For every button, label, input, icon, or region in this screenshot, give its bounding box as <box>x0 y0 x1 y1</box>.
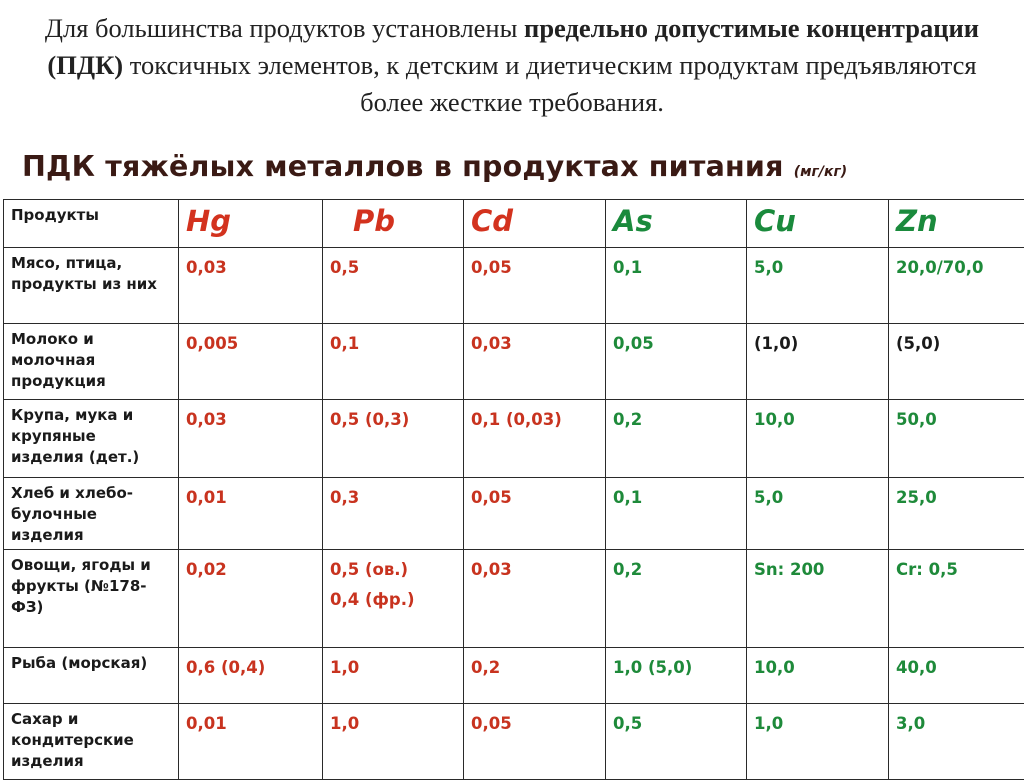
value-cell-zn <box>889 324 1024 400</box>
value-text: (1,0) <box>754 329 882 359</box>
table-row <box>4 648 1024 704</box>
value-text: 0,03 <box>471 329 599 359</box>
value-text: 0,1 <box>613 253 740 283</box>
value-text: 10,0 <box>754 405 882 435</box>
value-text: 5,0 <box>754 483 882 513</box>
product-name: Рыба (морская) <box>4 648 179 704</box>
value-cell-cd <box>464 478 606 550</box>
header-element-cd: Cd <box>464 200 606 248</box>
value-text: 25,0 <box>896 483 1018 513</box>
value-text: 0,01 <box>186 709 316 739</box>
pdk-table <box>3 199 1024 780</box>
table-row <box>4 324 1024 400</box>
table-body <box>4 248 1024 780</box>
value-text: 1,0 <box>330 709 457 739</box>
value-text: 0,05 <box>471 709 599 739</box>
value-cell-pb <box>323 550 464 648</box>
value-text: 0,6 (0,4) <box>186 653 316 683</box>
value-text: Sn: 200 <box>754 555 882 585</box>
value-text: 0,2 <box>471 653 599 683</box>
value-text: 1,0 <box>754 709 882 739</box>
value-cell-cd <box>464 648 606 704</box>
value-text: 0,03 <box>471 555 599 585</box>
value-cell-pb <box>323 400 464 478</box>
table-row <box>4 248 1024 324</box>
value-cell-zn <box>889 704 1024 780</box>
value-text: 1,0 <box>330 653 457 683</box>
value-cell-cd <box>464 704 606 780</box>
header-element-hg: Hg <box>179 200 323 248</box>
value-text: 40,0 <box>896 653 1018 683</box>
table-row <box>4 478 1024 550</box>
value-cell-cd <box>464 400 606 478</box>
value-cell-pb <box>323 478 464 550</box>
value-cell-as <box>606 648 747 704</box>
value-text: 0,005 <box>186 329 316 359</box>
value-cell-hg <box>179 400 323 478</box>
product-name: Молоко и молочная продукция <box>4 324 179 400</box>
value-cell-pb <box>323 324 464 400</box>
product-name: Хлеб и хлебо-булочные изделия <box>4 478 179 550</box>
header-element-zn: Zn <box>889 200 1024 248</box>
value-text: Cr: 0,5 <box>896 555 1018 585</box>
value-text: 20,0/70,0 <box>896 253 1018 283</box>
value-text: 0,5 <box>613 709 740 739</box>
value-text: 0,05 <box>471 483 599 513</box>
value-text: 0,1 (0,03) <box>471 405 599 435</box>
value-text: 0,3 <box>330 483 457 513</box>
value-text: 5,0 <box>754 253 882 283</box>
intro-part1: Для большинства продуктов установлены <box>45 13 524 43</box>
value-text: 10,0 <box>754 653 882 683</box>
table-row <box>4 400 1024 478</box>
value-cell-hg <box>179 550 323 648</box>
value-text: 0,05 <box>471 253 599 283</box>
value-cell-zn <box>889 550 1024 648</box>
value-cell-as <box>606 704 747 780</box>
heading-title: ПДК тяжёлых металлов в продуктах питания <box>22 150 784 183</box>
value-text: 0,01 <box>186 483 316 513</box>
value-cell-cu <box>747 324 889 400</box>
value-text: 0,1 <box>613 483 740 513</box>
value-cell-cu <box>747 648 889 704</box>
value-text: 50,0 <box>896 405 1018 435</box>
value-text: 0,2 <box>613 555 740 585</box>
header-element-as: As <box>606 200 747 248</box>
value-cell-cu <box>747 478 889 550</box>
product-name: Крупа, мука и крупяные изделия (дет.) <box>4 400 179 478</box>
value-cell-zn <box>889 478 1024 550</box>
value-cell-cu <box>747 248 889 324</box>
value-cell-cu <box>747 550 889 648</box>
value-cell-zn <box>889 248 1024 324</box>
value-cell-hg <box>179 324 323 400</box>
table-row <box>4 704 1024 780</box>
header-element-pb: Pb <box>323 200 464 248</box>
value-cell-zn <box>889 648 1024 704</box>
value-text: 0,4 (фр.) <box>330 585 457 615</box>
value-cell-hg <box>179 248 323 324</box>
value-cell-as <box>606 248 747 324</box>
value-cell-hg <box>179 478 323 550</box>
value-text: 0,5 <box>330 253 457 283</box>
header-element-cu: Cu <box>747 200 889 248</box>
value-cell-as <box>606 478 747 550</box>
table-heading <box>22 150 1012 183</box>
value-cell-cu <box>747 704 889 780</box>
product-name: Мясо, птица, продукты из них <box>4 248 179 324</box>
intro-text <box>40 10 984 121</box>
value-text: 1,0 (5,0) <box>613 653 740 683</box>
table-row <box>4 550 1024 648</box>
value-text: 0,03 <box>186 253 316 283</box>
header-row <box>4 200 1024 248</box>
value-text: 0,2 <box>613 405 740 435</box>
product-name: Овощи, ягоды и фрукты (№178-ФЗ) <box>4 550 179 648</box>
value-cell-pb <box>323 248 464 324</box>
heading-unit: (мг/кг) <box>794 164 847 180</box>
value-cell-cd <box>464 550 606 648</box>
intro-bold: предельно допустимые концентрации (ПДК) <box>47 13 979 80</box>
value-cell-cd <box>464 324 606 400</box>
value-cell-cd <box>464 248 606 324</box>
value-cell-hg <box>179 704 323 780</box>
value-text: 0,03 <box>186 405 316 435</box>
value-text: 0,1 <box>330 329 457 359</box>
value-text: 0,5 (0,3) <box>330 405 457 435</box>
value-text: (5,0) <box>896 329 1018 359</box>
value-cell-pb <box>323 648 464 704</box>
value-cell-cu <box>747 400 889 478</box>
intro-part2: токсичных элементов, к детским и диетическим продуктам предъявляются более жесткие требования. <box>123 50 976 117</box>
header-products: Продукты <box>4 200 179 248</box>
value-cell-as <box>606 324 747 400</box>
value-text: 0,05 <box>613 329 740 359</box>
value-cell-zn <box>889 400 1024 478</box>
value-cell-as <box>606 400 747 478</box>
value-cell-hg <box>179 648 323 704</box>
value-text: 0,02 <box>186 555 316 585</box>
value-text: 0,5 (ов.) <box>330 555 457 585</box>
value-cell-as <box>606 550 747 648</box>
value-text: 3,0 <box>896 709 1018 739</box>
value-cell-pb <box>323 704 464 780</box>
product-name: Сахар и кондитерские изделия <box>4 704 179 780</box>
